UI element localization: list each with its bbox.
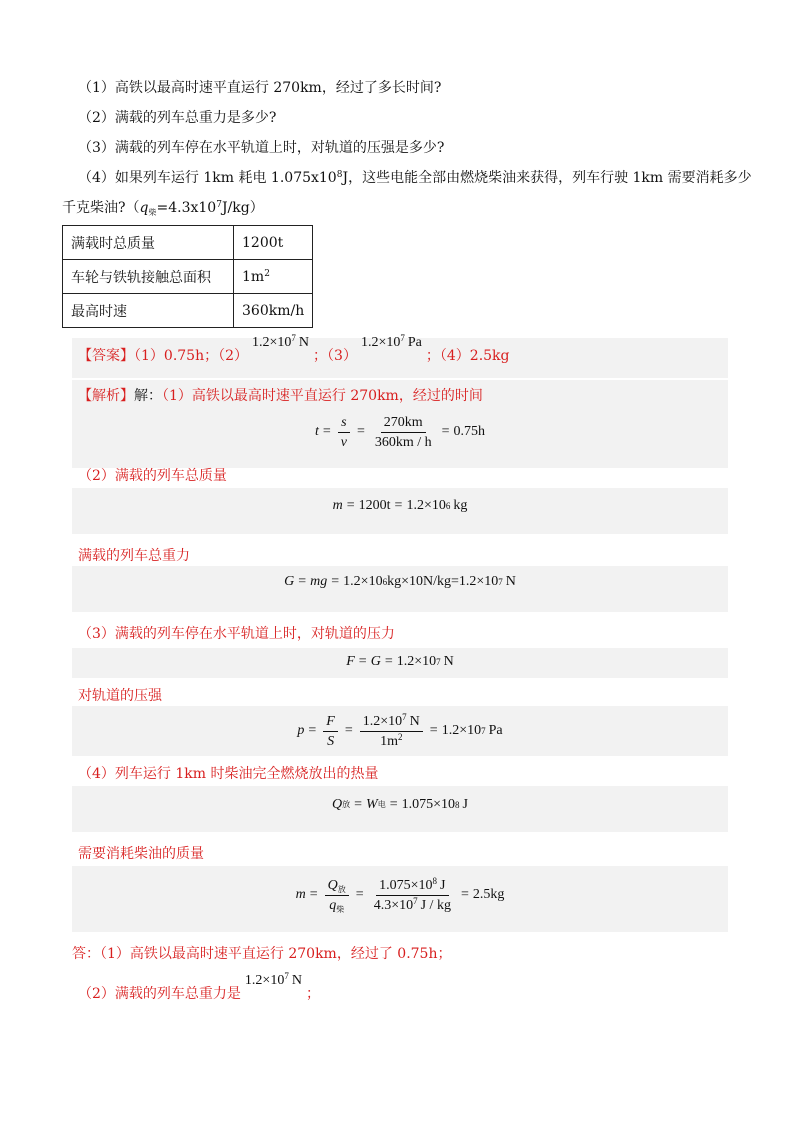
table-row — [63, 260, 313, 294]
equation-6: Q 放 = W 电 = 1.075×10 8 J — [332, 797, 468, 812]
question-1: （1）高铁以最高时速平直运行 270km，经过了多长时间? — [78, 80, 442, 96]
table-cell-key: 最高时速 — [63, 294, 234, 328]
question-2: （2）满载的列车总重力是多少? — [78, 110, 277, 126]
analysis-heading-6: （4）列车运行 1km 时柴油完全燃烧放出的热量 — [78, 766, 379, 782]
table-row — [63, 226, 313, 260]
equation-4: F = G = 1.2×10 7 N — [346, 654, 454, 669]
analysis-heading-5: 对轨道的压强 — [78, 688, 162, 704]
analysis-heading-2: （2）满载的列车总质量 — [78, 468, 227, 484]
conclusion-1: 答：（1）高铁以最高时速平直运行 270km，经过了 0.75h； — [72, 946, 452, 962]
analysis-heading-7: 需要消耗柴油的质量 — [78, 846, 204, 862]
analysis-heading-4: （3）满载的列车停在水平轨道上时，对轨道的压力 — [78, 626, 395, 642]
table-cell-value — [234, 260, 313, 294]
analysis-label: 【解析】 — [78, 388, 134, 404]
subscript: 柴 — [148, 208, 157, 217]
question-3: （3）满载的列车停在水平轨道上时，对轨道的压强是多少? — [78, 140, 445, 156]
question-4-text-end: J，这些电能全部由燃烧柴油来获得，列车行驶 1km 需要消耗多少 — [342, 170, 752, 186]
conclusion-2-text: （2）满载的列车总重力是 — [78, 986, 241, 1002]
answer-label: 【答案】 — [78, 348, 134, 364]
table-cell-key: 满载时总质量 — [63, 226, 234, 260]
var-q: q — [139, 200, 149, 216]
equation-5: p = $\frac{F}{S}$ = $\frac{1.2\times 10^7 N}{1m^2}$ = 1.2×10 7 Pa — [297, 711, 503, 749]
table-cell-key: 车轮与铁轨接触总面积 — [63, 260, 234, 294]
conclusion-2-math: $1.2\times 10^7$ N — [244, 971, 302, 988]
exponent: 7 — [216, 200, 222, 210]
equation-7: m = $\frac{Q_放}{q_柴}$ = $\frac{1.075\times 10^8 J}{4.3\times 10^7 J / kg}$ = 2.5kg — [295, 875, 505, 914]
table-cell-value: 360km/h — [234, 294, 313, 328]
analysis-step-1: （1）高铁以最高时速平直运行 270km，经过的时间 — [162, 388, 483, 404]
question-4-line-1 — [78, 168, 752, 188]
answer-3-math: $1.2\times 10^7$ Pa — [360, 333, 422, 350]
answer-part-1: （1）0.75h；（2） — [134, 348, 249, 364]
answer-part-4: ；（4）2.5kg — [425, 348, 510, 364]
solution-label: 解： — [134, 388, 162, 404]
exponent: 2 — [264, 268, 270, 279]
answer-separator: ；（3） — [313, 348, 357, 364]
table-row — [63, 294, 313, 328]
analysis-heading-3: 满载的列车总重力 — [78, 548, 190, 564]
q-value: =4.3x10 — [156, 200, 217, 216]
question-4-text: （4）如果列车运行 1km 耗电 1.075x10 — [78, 170, 337, 186]
equation-3: G = mg = 1.2×10 6 kg×10N/kg=1.2×10 7 N — [284, 574, 516, 589]
exponent: 8 — [336, 170, 343, 180]
conclusion-2-end: ； — [305, 986, 320, 1002]
area-value: 1m — [242, 268, 265, 285]
table-cell-value: 1200t — [234, 226, 313, 260]
answer-2-math: $1.2\times 10^7$ N — [252, 333, 310, 350]
analysis-intro — [78, 386, 483, 406]
answer-line — [78, 333, 510, 367]
equation-1: t = $\frac{s}{v}$ = $\frac{270km}{360km / h}$ = 0.75h — [314, 414, 486, 450]
parameter-table — [62, 225, 313, 328]
question-4-line-2 — [62, 198, 264, 218]
equation-2: m = 1200t = 1.2×10 6 kg — [332, 498, 468, 513]
conclusion-2 — [78, 971, 320, 1005]
question-4-text-2: 千克柴油?（ — [62, 200, 140, 216]
q-unit: J/kg） — [221, 200, 264, 216]
